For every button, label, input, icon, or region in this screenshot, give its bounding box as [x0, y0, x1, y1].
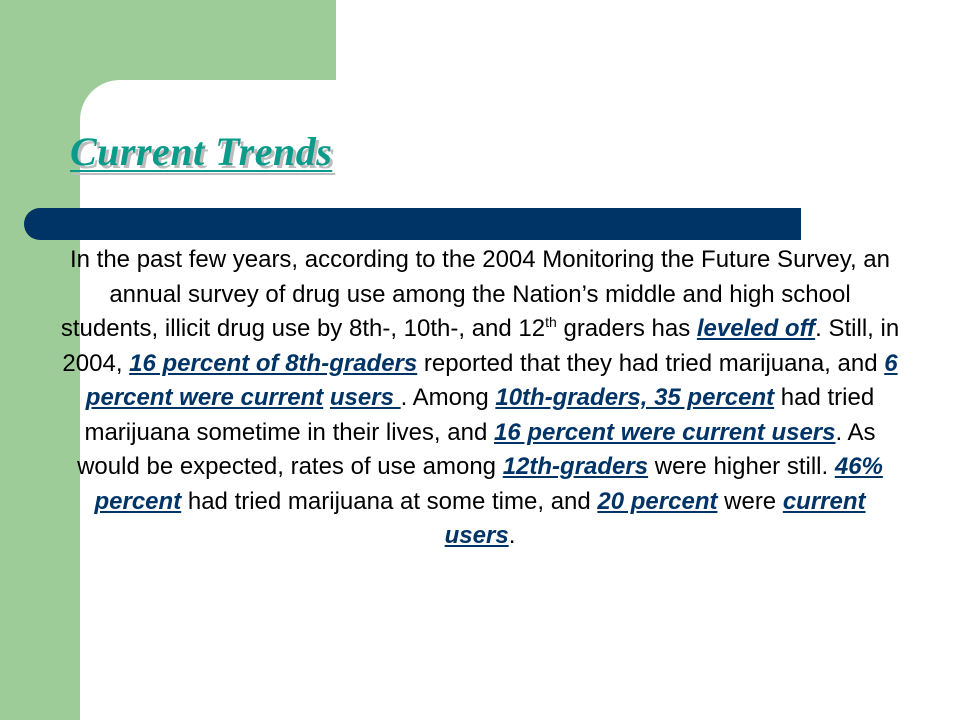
body-text-run: had tried marijuana at some time, and — [181, 487, 598, 515]
title-divider-bar — [24, 208, 801, 240]
top-green-block — [80, 0, 336, 80]
body-text-run: . — [508, 522, 516, 549]
highlighted-stat: 10th-graders, 35 percent — [495, 384, 775, 411]
highlighted-stat: leveled off — [696, 315, 816, 342]
body-text-run: graders has — [556, 315, 697, 342]
highlighted-stat: 16 percent of 8th-graders — [129, 349, 418, 377]
highlighted-stat: 20 percent — [597, 487, 718, 515]
body-text-run: had tried marijuana sometime in their lives, and — [84, 384, 875, 446]
superscript-text: th — [545, 314, 557, 330]
highlighted-stat: current users — [444, 487, 866, 549]
highlighted-stat: users — [329, 384, 401, 411]
body-text-run: were — [717, 487, 783, 515]
highlighted-stat: 6 percent were current — [85, 349, 898, 411]
slide-title[interactable]: Current Trends — [70, 129, 333, 174]
body-paragraph — [60, 243, 900, 554]
body-text-run: . As would be expected, rates of use among — [77, 418, 876, 480]
highlighted-stat: 16 percent were current users — [493, 418, 836, 446]
body-text-run: In the past few years, according to the 2004 Monitoring the Future Survey, an annual survey of drug use among the Nation’s middle and high school students, illicit drug use by 8th-, 10th-, and 12 — [60, 246, 891, 342]
body-text-run: were higher still. — [648, 453, 835, 480]
body-text-run: . Among — [400, 384, 496, 411]
title-area — [70, 128, 332, 175]
body-text-run: . Still, in 2004, — [62, 315, 900, 377]
body-text-run: reported that they had tried marijuana, and — [417, 349, 885, 377]
body-text-run — [323, 384, 330, 411]
highlighted-stat: 12th-graders — [502, 453, 649, 480]
highlighted-stat: 46% percent — [94, 453, 883, 515]
